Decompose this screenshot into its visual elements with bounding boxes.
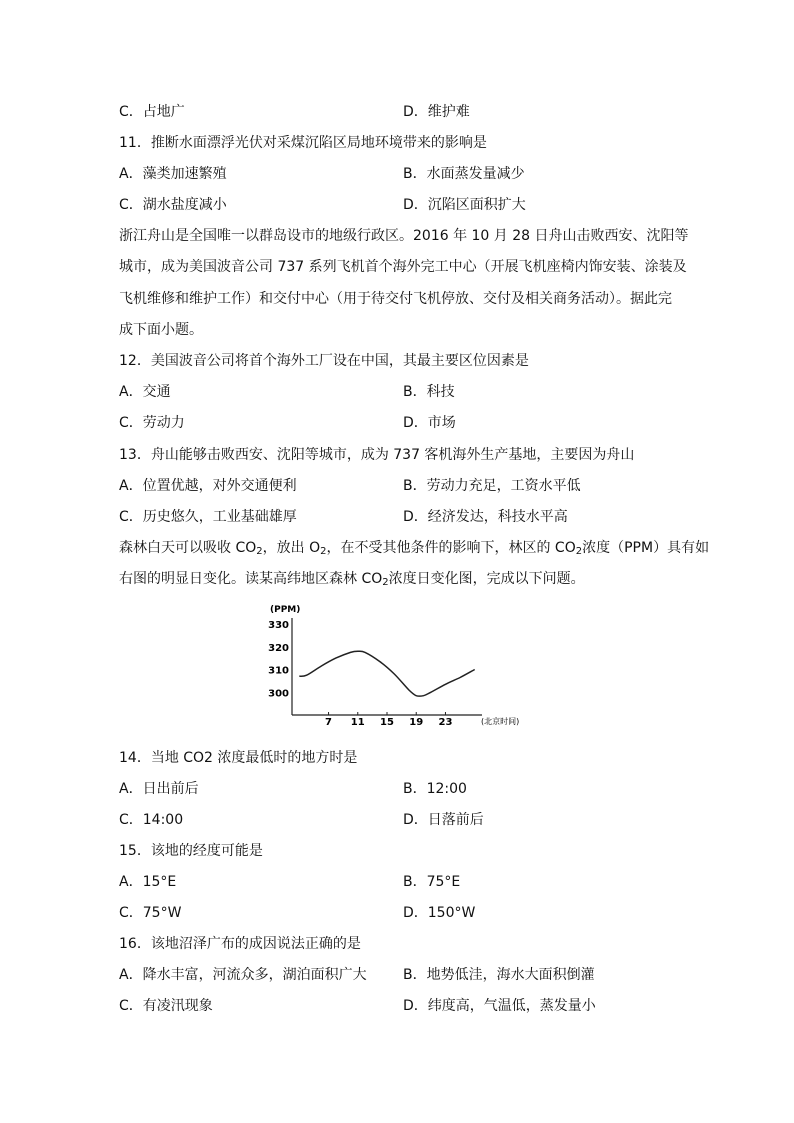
q16-option-c: C．有凌汛现象 — [119, 998, 213, 1014]
y-axis-label: (PPM) — [270, 605, 301, 615]
q14-option-d: D．日落前后 — [403, 812, 484, 828]
y-tick-label: 320 — [268, 642, 289, 654]
q13-option-d: D．经济发达，科技水平高 — [403, 509, 568, 525]
q15-option-b: B．75°E — [403, 874, 461, 890]
passage1-line2: 城市，成为美国波音公司 737 系列飞机首个海外完工中心（开展飞机座椅内饰安装、涂装及 — [119, 259, 687, 275]
y-tick-label: 300 — [268, 688, 289, 700]
passage1-line4: 成下面小题。 — [119, 322, 203, 338]
q10-option-d: D．维护难 — [403, 104, 470, 120]
q15-option-a: A．15°E — [119, 874, 177, 890]
passage2-line1: 森林白天可以吸收 $CO_2$，放出 $O_2$，在不受其他条件的影响下，林区的 $CO_2$浓度（PPM）具有如 — [119, 540, 710, 557]
q14-stem: 14．当地 CO2 浓度最低时的地方时是 — [119, 750, 358, 766]
passage2-line2: 右图的明显日变化。读某高纬地区森林 $CO_2$浓度日变化图，完成以下问题。 — [119, 571, 585, 588]
y-tick-label: 330 — [268, 620, 289, 631]
q12-option-d: D．市场 — [403, 415, 456, 431]
q11-option-a: A．藻类加速繁殖 — [119, 166, 227, 182]
q12-option-c: C．劳动力 — [119, 415, 185, 431]
x-axis-label: (北京时间) — [481, 717, 520, 726]
co2-daily-variation-chart — [262, 600, 532, 728]
passage1-line3: 飞机维修和维护工作）和交付中心（用于待交付飞机停放、交付及相关商务活动）。据此完 — [119, 291, 672, 307]
q16-stem: 16．该地沼泽广布的成因说法正确的是 — [119, 936, 361, 952]
passage1-line1: 浙江舟山是全国唯一以群岛设市的地级行政区。2016 年 10 月 28 日舟山击败西安、沈阳等 — [119, 228, 689, 244]
q11-option-d: D．沉陷区面积扩大 — [403, 197, 526, 213]
q13-option-b: B．劳动力充足，工资水平低 — [403, 478, 581, 494]
x-tick-label: 7 — [325, 717, 333, 728]
q13-stem: 13．舟山能够击败西安、沈阳等城市，成为 737 客机海外生产基地，主要因为舟山 — [119, 447, 635, 463]
q13-option-c: C．历史悠久，工业基础雄厚 — [119, 509, 297, 525]
q12-stem: 12．美国波音公司将首个海外工厂设在中国，其最主要区位因素是 — [119, 353, 529, 369]
q15-stem: 15．该地的经度可能是 — [119, 843, 263, 859]
q12-option-a: A．交通 — [119, 384, 171, 400]
q11-stem: 11．推断水面漂浮光伏对采煤沉陷区局地环境带来的影响是 — [119, 135, 487, 151]
q14-option-c: C．14:00 — [119, 812, 184, 828]
q10-option-c: C．占地广 — [119, 104, 185, 120]
x-tick-label: 23 — [438, 717, 453, 728]
co2-series-line — [299, 651, 474, 696]
q11-option-c: C．湖水盐度减小 — [119, 197, 227, 213]
q12-option-b: B．科技 — [403, 384, 455, 400]
x-tick-label: 19 — [409, 717, 424, 728]
q16-option-b: B．地势低洼，海水大面积倒灌 — [403, 967, 595, 983]
x-tick-label: 15 — [380, 717, 394, 728]
q14-option-b: B．12:00 — [403, 781, 467, 797]
q13-option-a: A．位置优越，对外交通便利 — [119, 478, 297, 494]
x-tick-label: 11 — [350, 717, 365, 728]
q15-option-c: C．75°W — [119, 905, 182, 921]
q16-option-d: D．纬度高，气温低，蒸发量小 — [403, 998, 596, 1014]
q15-option-d: D．150°W — [403, 905, 476, 921]
q16-option-a: A．降水丰富，河流众多，湖泊面积广大 — [119, 967, 367, 983]
y-tick-label: 310 — [268, 665, 289, 677]
q14-option-a: A．日出前后 — [119, 781, 199, 797]
q11-option-b: B．水面蒸发量减少 — [403, 166, 525, 182]
